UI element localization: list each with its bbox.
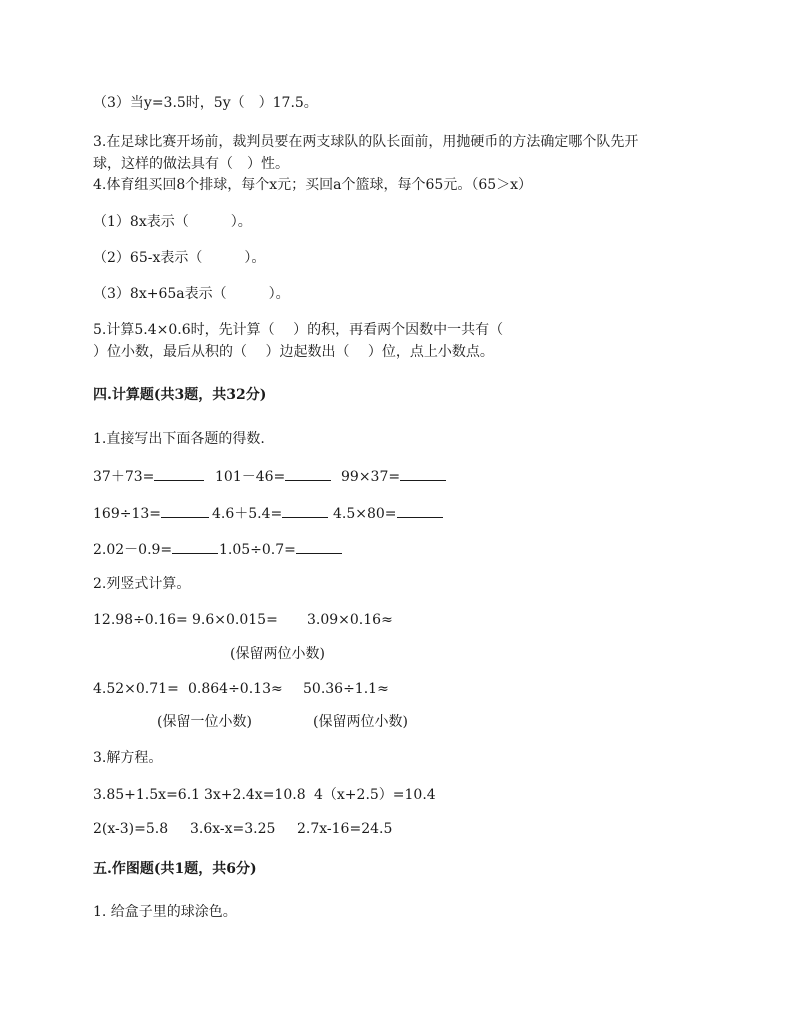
calc-expression: 2.02－0.9=	[93, 540, 218, 559]
question-3-4-2: （2）65-x表示（ ）。	[93, 250, 266, 266]
vertical-calc: 50.36÷1.1≈	[303, 681, 389, 697]
question-4-3-title: 3.解方程。	[93, 750, 163, 766]
vertical-calc: 0.864÷0.13≈	[188, 681, 283, 697]
equation: 4（x+2.5）=10.4	[314, 787, 436, 803]
equation: 2.7x-16=24.5	[297, 821, 393, 837]
question-3-3-line2: 球，这样的做法具有（ ）性。	[93, 156, 289, 172]
answer-blank	[397, 504, 443, 518]
vertical-calc: 3.09×0.16≈	[307, 612, 393, 628]
calc-expression: 37＋73=	[93, 467, 204, 486]
answer-blank	[296, 540, 342, 554]
question-3-4-1: （1）8x表示（ ）。	[93, 214, 252, 230]
equation: 3x+2.4x=10.8	[204, 787, 306, 803]
question-3-4: 4.体育组买回8个排球，每个x元；买回a个篮球，每个65元。（65＞x）	[93, 177, 533, 193]
calc-expression: 169÷13=	[93, 504, 209, 523]
question-4-1-title: 1.直接写出下面各题的得数.	[93, 431, 265, 447]
section-5-heading: 五.作图题(共1题，共6分)	[93, 861, 257, 877]
answer-blank	[172, 540, 218, 554]
vertical-calc: 4.52×0.71=	[93, 681, 179, 697]
calc-expression: 4.5×80=	[333, 504, 443, 523]
calc-expression: 101－46=	[215, 467, 331, 486]
rounding-note: (保留两位小数)	[230, 646, 325, 662]
equation: 2(x-3)=5.8	[93, 821, 169, 837]
question-3-5-line1: 5.计算5.4×0.6时，先计算（ ）的积，再看两个因数中一共有（	[93, 322, 504, 338]
question-3-2-3: （3）当y=3.5时，5y（ ）17.5。	[93, 95, 318, 111]
equation: 3.6x-x=3.25	[190, 821, 276, 837]
section-4-heading: 四.计算题(共3题，共32分)	[93, 387, 267, 403]
vertical-calc: 12.98÷0.16=	[93, 612, 188, 628]
vertical-calc: 9.6×0.015=	[192, 612, 278, 628]
question-3-3-line1: 3.在足球比赛开场前，裁判员要在两支球队的队长面前，用抛硬币的方法确定哪个队先开	[93, 134, 639, 150]
rounding-note: (保留一位小数)	[157, 714, 252, 730]
answer-blank	[154, 467, 204, 481]
answer-blank	[400, 467, 446, 481]
answer-blank	[285, 467, 331, 481]
question-3-5-line2: ）位小数，最后从积的（ ）边起数出（ ）位，点上小数点。	[93, 344, 494, 360]
question-5-1: 1. 给盒子里的球涂色。	[93, 904, 237, 920]
question-4-2-title: 2.列竖式计算。	[93, 576, 191, 592]
calc-expression: 99×37=	[341, 467, 446, 486]
answer-blank	[161, 504, 209, 518]
question-3-4-3: （3）8x+65a表示（ ）。	[93, 286, 290, 302]
rounding-note: (保留两位小数)	[313, 714, 408, 730]
calc-expression: 4.6＋5.4=	[212, 504, 328, 523]
answer-blank	[282, 504, 328, 518]
calc-expression: 1.05÷0.7=	[219, 540, 342, 559]
equation: 3.85+1.5x=6.1	[93, 787, 201, 803]
